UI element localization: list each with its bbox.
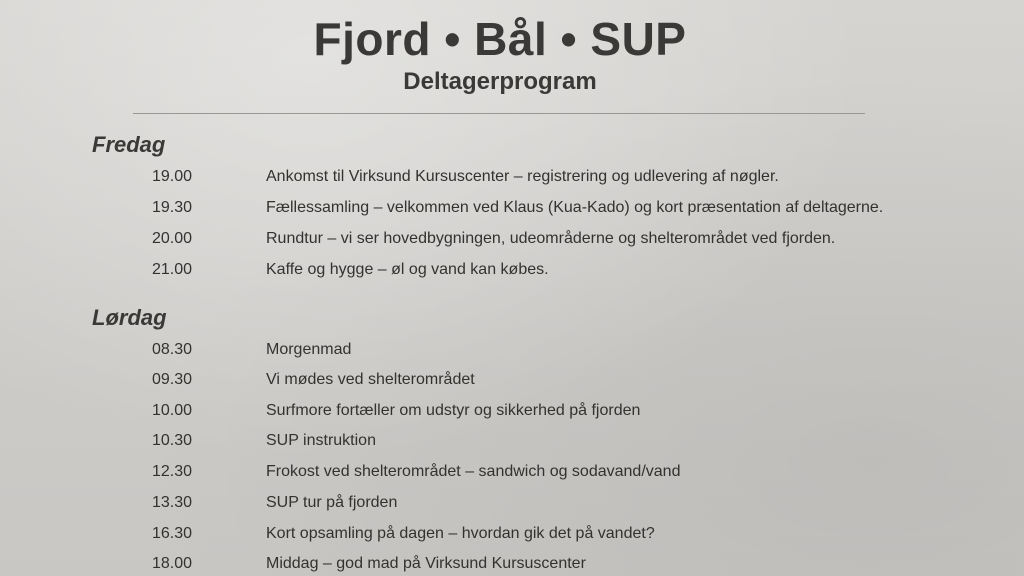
schedule-row	[0, 461, 1024, 483]
title-divider	[133, 113, 865, 114]
schedule-time: 19.00	[152, 168, 193, 185]
schedule-description: SUP tur på fjorden	[266, 494, 398, 511]
schedule-time: 19.30	[152, 199, 193, 216]
schedule-row	[0, 523, 1024, 545]
schedule-row	[0, 228, 1024, 250]
page-subtitle: Deltagerprogram	[403, 68, 597, 95]
schedule-time: 21.00	[152, 261, 193, 278]
schedule-row	[0, 492, 1024, 514]
schedule-description: SUP instruktion	[266, 432, 376, 449]
schedule-time: 20.00	[152, 230, 193, 247]
schedule-description: Vi mødes ved shelterområdet	[266, 371, 475, 388]
schedule-time: 08.30	[152, 341, 193, 358]
schedule-row	[0, 339, 1024, 361]
schedule-time: 10.30	[152, 432, 193, 449]
schedule-row	[0, 400, 1024, 422]
schedule-description: Surfmore fortæller om udstyr og sikkerhed på fjorden	[266, 402, 641, 419]
schedule-description: Middag – god mad på Virksund Kursuscenter	[266, 555, 586, 572]
schedule-description: Kort opsamling på dagen – hvordan gik det på vandet?	[266, 525, 655, 542]
schedule-description: Kaffe og hygge – øl og vand kan købes.	[266, 261, 549, 278]
schedule-row	[0, 166, 1024, 188]
schedule-description: Rundtur – vi ser hovedbygningen, udeområderne og shelterområdet ved fjorden.	[266, 230, 836, 247]
schedule-row	[0, 197, 1024, 219]
schedule-time: 09.30	[152, 371, 193, 388]
schedule-row	[0, 553, 1024, 575]
schedule-row	[0, 430, 1024, 452]
schedule-time: 10.00	[152, 402, 193, 419]
day-heading-lordag: Lørdag	[92, 305, 167, 330]
schedule-time: 16.30	[152, 525, 193, 542]
schedule-description: Ankomst til Virksund Kursuscenter – registrering og udlevering af nøgler.	[266, 168, 779, 185]
schedule-description: Morgenmad	[266, 341, 352, 358]
page-title: Fjord • Bål • SUP	[313, 13, 687, 65]
schedule-row	[0, 369, 1024, 391]
schedule-description: Fællessamling – velkommen ved Klaus (Kua-Kado) og kort præsentation af deltagerne.	[266, 199, 884, 216]
schedule-time: 12.30	[152, 463, 193, 480]
schedule-time: 13.30	[152, 494, 193, 511]
schedule-description: Frokost ved shelterområdet – sandwich og sodavand/vand	[266, 463, 681, 480]
schedule-row	[0, 259, 1024, 281]
day-heading-fredag: Fredag	[92, 132, 166, 157]
schedule-time: 18.00	[152, 555, 193, 572]
